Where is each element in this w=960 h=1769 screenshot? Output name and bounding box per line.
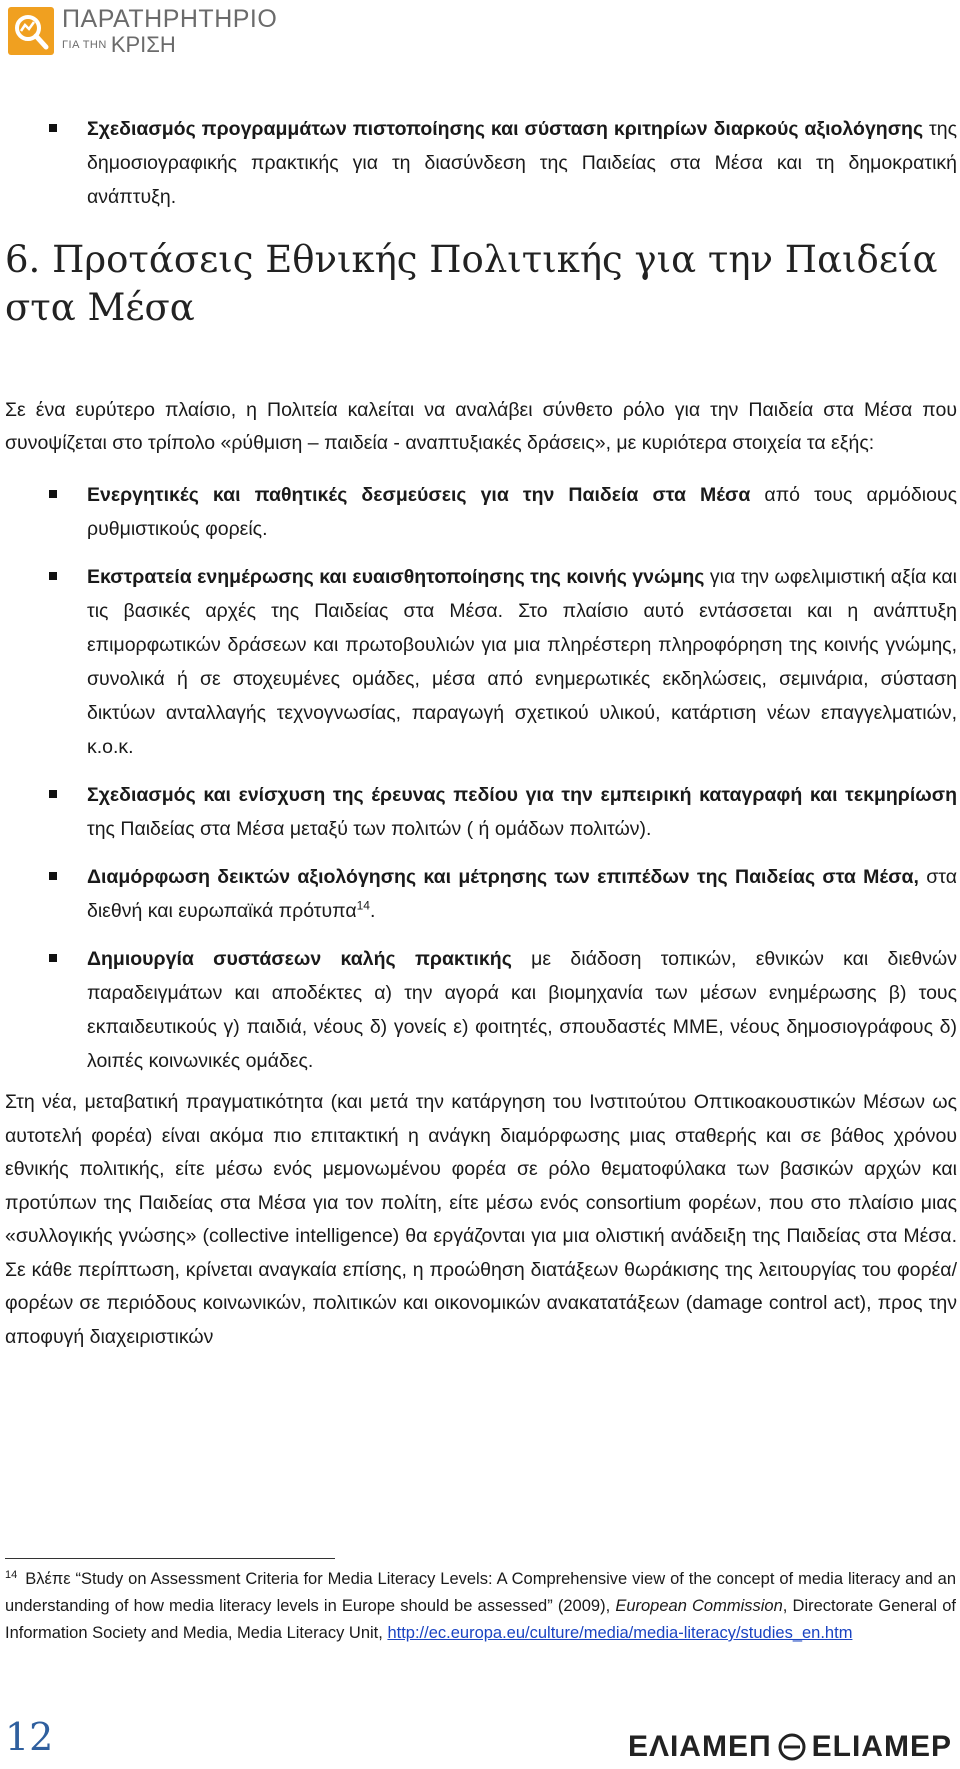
bullet-bold: Δημιουργία συστάσεων καλής πρακτικής — [87, 948, 512, 970]
bullet-square-icon — [49, 790, 57, 798]
observatory-logo — [8, 6, 277, 56]
eliamep-logo-latin: ELIAMEP — [811, 1730, 952, 1763]
logo-subtitle-small: ΓΙΑ ΤΗΝ — [62, 39, 107, 52]
eliamep-emblem-icon — [778, 1733, 806, 1761]
list-item — [5, 112, 957, 214]
eliamep-logo-greek: ΕΛΙΑΜΕΠ — [627, 1730, 772, 1763]
eliamep-logo — [628, 1730, 952, 1764]
bullet-text: για την ωφελιμιστική αξία και τις βασικές αρχές της Παιδείας στα Μέσα. Στο πλαίσιο αυτό εντάσσεται και η ανάπτυξη επιμορφωτικών δράσεων και πρωτοβουλιών για μια πληρέστερη πληροφόρηση της κοινής γνώμης, συνολικά ή σε στοχευμένες ομάδες, μέσα από ενημερωτικές εκδηλώσεις, σεμινάρια, σύσταση δικτύων ανταλλαγής τεχνογνωσίας, παραγωγή σχετικού υλικού, κατάρτιση νέων επαγγελματιών, κ.ο.κ. — [87, 566, 957, 758]
bullet-bold: Διαμόρφωση δεικτών αξιολόγησης και μέτρησης των επιπέδων της Παιδείας στα Μέσα, — [87, 866, 919, 888]
bullet-square-icon — [49, 490, 57, 498]
list-item — [5, 942, 957, 1078]
footnote-italic: European Commission — [615, 1597, 783, 1615]
bullet-bold: Σχεδιασμός και ενίσχυση της έρευνας πεδίου για την εμπειρική καταγραφή και τεκμηρίωση — [87, 784, 957, 806]
bullet-text: με διάδοση τοπικών, εθνικών και διεθνών παραδειγμάτων και αποδέκτες α) την αγορά και βιομηχανία των μέσων ενημέρωσης β) τους εκπαιδευτικούς γ) παιδιά, νέους δ) γονείς ε) φοιτητές, σπουδαστές ΜΜΕ, νέους δημοσιογράφους δ) λοιπές κοινωνικές ομάδες. — [87, 948, 957, 1072]
bullet-after: . — [369, 900, 376, 922]
section-heading: 6. Προτάσεις Εθνικής Πολιτικής για την Παιδεία στα Μέσα — [5, 238, 938, 329]
intro-paragraph: Σε ένα ευρύτερο πλαίσιο, η Πολιτεία καλείται να αναλάβει σύνθετο ρόλο για την Παιδεία στα Μέσα που συνοψίζεται στο τρίπολο «ρύθμιση – παιδεία - αναπτυξιακές δράσεις», με κυριότερα στοιχεία τα εξής: — [5, 399, 957, 454]
logo-title: ΠΑΡΑΤΗΡΗΤΗΡΙΟ — [62, 4, 278, 33]
footnote-text-b: ” (2009), — [547, 1597, 616, 1615]
proposals-list — [5, 478, 957, 1078]
bullet-bold: Σχεδιασμός προγραμμάτων πιστοποίησης και σύσταση κριτηρίων διαρκούς αξιολόγησης — [87, 118, 924, 140]
logo-subtitle-big: ΚΡΙΣΗ — [110, 31, 176, 57]
footnote-ref[interactable]: 14 — [356, 898, 370, 913]
list-item — [5, 478, 957, 546]
main-content — [5, 112, 957, 1354]
logo-subtitle — [62, 31, 277, 57]
bullet-text: της δημοσιογραφικής πρακτικής για τη διασύνδεση της Παιδείας στα Μέσα και τη δημοκρατική ανάπτυξη. — [87, 118, 957, 208]
bullet-text: από τους αρμόδιους ρυθμιστικούς φορείς. — [87, 484, 957, 540]
bullet-square-icon — [49, 124, 57, 132]
footnote-text-a: Βλέπε “Study on Assessment Criteria for Media Literacy Levels: A Comprehensive view of the concept of media literacy and an understanding of how media literacy levels in Europe should be assessed — [5, 1570, 956, 1615]
closing-paragraph: Στη νέα, μεταβατική πραγματικότητα (και μετά την κατάργηση του Ινστιτούτου Οπτικοακουστικών Μέσων ως αυτοτελή φορέα) είναι ακόμα πιο επιτακτική η ανάγκη διαμόρφωσης μιας σταθερής και σε βάθος χρόνου εθνικής πολιτικής, είτε μέσω ενός μεμονωμένου φορέα σε ρόλο θεματοφύλακα των βασικών αρχών και προτύπων της Παιδείας στα Μέσα για τον πολίτη, είτε μέσω ενός consortium φορέων, που στο πλαίσιο μιας «συλλογικής γνώσης» (collective intelligence) θα εργάζονται για μια ολιστική ανάδειξη της Παιδείας στα Μέσα. Σε κάθε περίπτωση, κρίνεται αναγκαία επίσης, η προώθηση διατάξεων θωράκισης της λειτουργίας του φορέα/φορέων σε περιόδους κοινωνικών, πολιτικών και οικονομικών ανακατατάξεων (damage control act), προς την αποφυγή διαχειριστικών — [5, 1091, 957, 1348]
footnote-number: 14 — [5, 1568, 18, 1581]
list-item — [5, 560, 957, 764]
list-item — [5, 778, 957, 846]
bullet-bold: Ενεργητικές και παθητικές δεσμεύσεις για την Παιδεία στα Μέσα — [87, 484, 751, 506]
page-number: 12 — [5, 1715, 54, 1759]
bullet-text: στα διεθνή και ευρωπαϊκά πρότυπα — [87, 866, 957, 922]
bullet-square-icon — [49, 572, 57, 580]
footnote-text-c: , Directorate General of Information Society and Media, Media Literacy Unit, — [5, 1597, 956, 1642]
bullet-text: της Παιδείας στα Μέσα μεταξύ των πολιτών ( ή ομάδων πολιτών). — [87, 818, 652, 840]
bullet-square-icon — [49, 954, 57, 962]
list-item — [5, 860, 957, 928]
footnote-link[interactable]: http://ec.europa.eu/culture/media/media-literacy/studies_en.htm — [387, 1624, 853, 1642]
logo-text — [62, 4, 278, 57]
footnote-divider — [5, 1558, 335, 1559]
footnote — [5, 1566, 956, 1647]
bullet-bold: Εκστρατεία ενημέρωσης και ευαισθητοποίησης της κοινής γνώμης — [87, 566, 705, 588]
magnifier-icon — [8, 7, 54, 55]
top-bullet-list — [5, 112, 957, 214]
bullet-square-icon — [49, 872, 57, 880]
